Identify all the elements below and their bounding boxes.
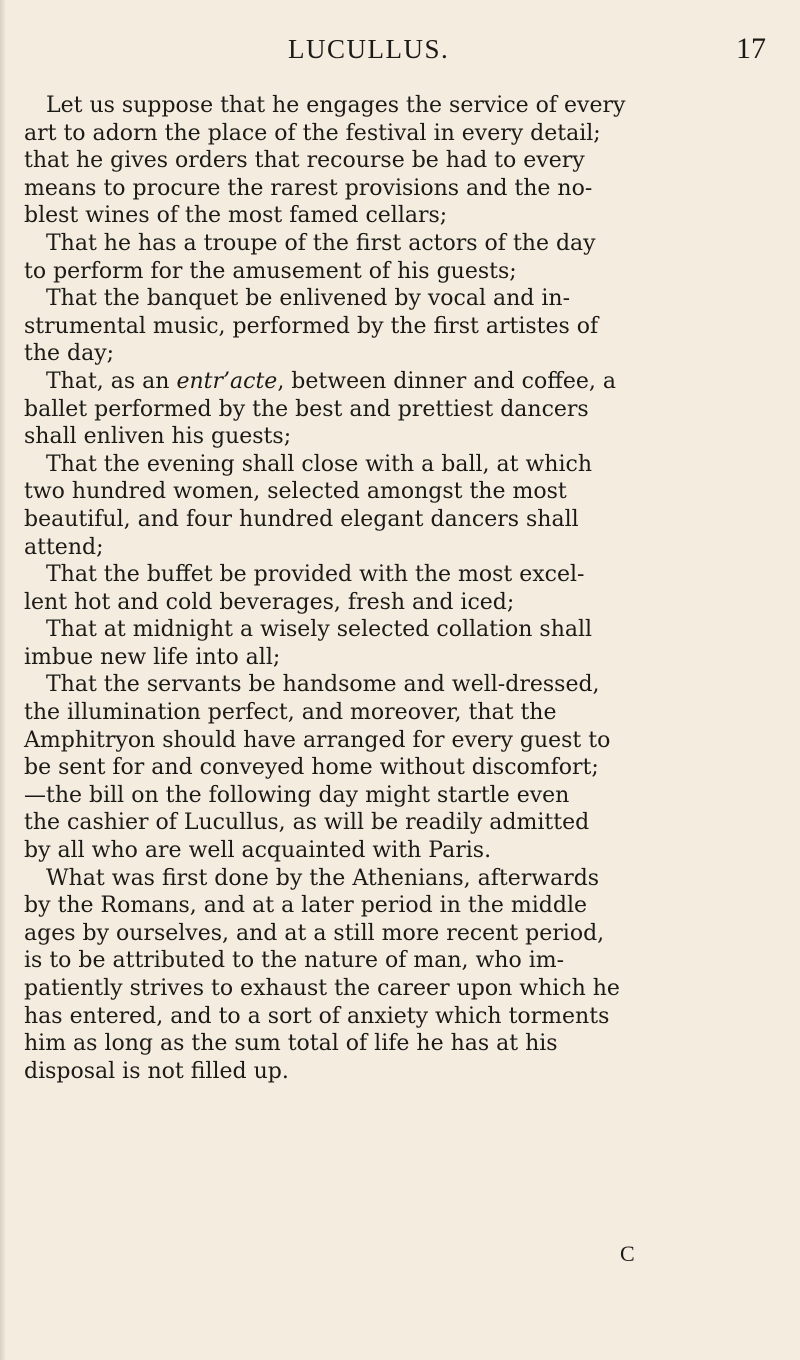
text-line: be sent for and conveyed home without discomfort;	[24, 755, 599, 781]
signature-mark: C	[620, 1241, 635, 1266]
text-line: to perform for the amusement of his guests;	[24, 258, 517, 284]
text-line: blest wines of the most famed cellars;	[24, 203, 448, 229]
text-line: shall enliven his guests;	[24, 424, 292, 450]
text-line: by the Romans, and at a later period in the middle	[24, 893, 588, 919]
text-line: has entered, and to a sort of anxiety which torments	[24, 1003, 610, 1029]
text-line: patiently strives to exhaust the career upon which he	[24, 976, 620, 1001]
text-line: attend;	[24, 534, 104, 560]
body-text	[24, 92, 786, 1085]
text-line: That at midnight a wisely selected collation shall	[46, 617, 593, 643]
text-line: That he has a troupe of the first actors of the day	[46, 230, 596, 256]
text-line: two hundred women, selected amongst the most	[24, 479, 567, 505]
text-line: the day;	[24, 341, 115, 367]
text-line: the illumination perfect, and moreover, that the	[24, 700, 557, 726]
text-line: by all who are well acquainted with Paris.	[24, 838, 492, 864]
text-fragment: , between dinner and coffee, a	[277, 368, 616, 394]
text-line	[24, 368, 786, 396]
running-head	[0, 34, 800, 66]
text-line: That the banquet be enlivened by vocal and in-	[46, 286, 571, 312]
text-line: art to adorn the place of the festival in every detail;	[24, 120, 601, 146]
text-fragment: That, as an	[46, 368, 177, 394]
text-line: lent hot and cold beverages, fresh and iced;	[24, 589, 515, 615]
text-line: What was first done by the Athenians, afterwards	[46, 865, 600, 891]
text-line: Amphitryon should have arranged for every guest to	[24, 727, 611, 753]
text-line: that he gives orders that recourse be had to every	[24, 148, 585, 174]
text-line: —the bill on the following day might startle even	[24, 782, 570, 808]
page-edge-shadow	[0, 0, 6, 1360]
running-title: LUCULLUS.	[288, 34, 450, 64]
text-line: disposal is not filled up.	[24, 1058, 289, 1084]
text-line: the cashier of Lucullus, as will be readily admitted	[24, 810, 590, 836]
text-line: That the evening shall close with a ball, at which	[46, 451, 592, 477]
text-line: Let us suppose that he engages the service of every	[46, 93, 626, 118]
italic-term: entr’acte	[176, 368, 278, 394]
text-line: means to procure the rarest provisions and the no-	[24, 175, 593, 201]
text-line: That the buffet be provided with the most excel-	[46, 562, 585, 588]
text-line: ballet performed by the best and prettiest dancers	[24, 396, 589, 422]
text-line: strumental music, performed by the first artistes of	[24, 313, 599, 339]
text-line: him as long as the sum total of life he has at his	[24, 1031, 558, 1057]
text-line: imbue new life into all;	[24, 644, 281, 670]
text-line: That the servants be handsome and well-dressed,	[46, 672, 600, 698]
text-line: ages by ourselves, and at a still more recent period,	[24, 920, 605, 946]
page-number: 17	[736, 32, 766, 65]
text-line: is to be attributed to the nature of man, who im-	[24, 948, 565, 974]
text-line: beautiful, and four hundred elegant dancers shall	[24, 506, 579, 532]
